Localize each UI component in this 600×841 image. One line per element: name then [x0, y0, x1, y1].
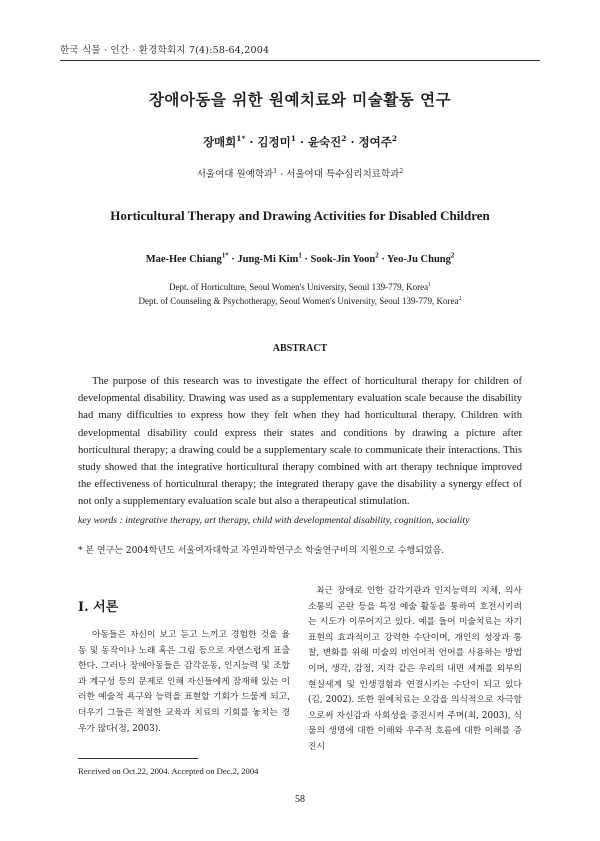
author-en-3-sup: 2	[375, 252, 379, 260]
affiliation-ko-1: 서울여대 원예학과	[196, 169, 274, 180]
author-separator: ·	[245, 135, 258, 149]
header-rule	[60, 60, 540, 61]
author-ko-4: 정여주	[358, 135, 392, 149]
affiliation-en-1-text: Dept. of Horticulture, Seoul Women's University, Seoul 139-779, Korea	[168, 282, 429, 292]
author-ko-2-sup: 1	[290, 134, 296, 144]
affiliation-ko-1-sup: 1	[273, 167, 278, 175]
affiliation-en-1-sup: 1	[428, 282, 432, 288]
affiliation-ko-2-sup: 2	[399, 167, 404, 175]
intro-paragraph-right: 최근 장애로 인한 감각기관과 인지능력의 지체, 의사소통의 곤란 등을 특정 예술 활동을 통하여 호전시키려는 시도가 이루어지고 있다. 예를 들어 미술치료는 자기표현의 효과적이고 강력한 수단이며, 개인의 성장과 통찰, 변화를 위해 미술의 비언어적 언어를 사용하는 방법이며, 생각, 감정, 지각 같은 우리의 내면 세계를 외부의 현실세계 및 인생경험과 연결시키는 수단이 되고 있다(김, 2002). 또한 원예치료는 오감을 의식적으로 자극함으로써 자신감과 사회성을 증진시켜 주며(최, 2003), 식물의 생명에 대한 이해와 우주적 흐름에 대한 이해를 증진시	[308, 586, 522, 752]
affiliation-ko-2: · 서울여대 특수심리치료학과	[277, 169, 400, 180]
authors-korean	[0, 134, 600, 150]
author-en-2: Jung-Mi Kim	[237, 254, 299, 265]
author-en-2-sup: 1	[298, 252, 302, 260]
author-ko-3: 윤숙진	[307, 135, 342, 149]
author-separator: ·	[378, 254, 387, 265]
funding-note: * 본 연구는 2004학년도 서울여자대학교 자연과학연구소 학술연구비의 지원으로 수행되었음.	[78, 546, 445, 556]
author-separator: ·	[228, 254, 238, 265]
author-separator: ·	[295, 135, 308, 149]
affiliation-korean	[0, 166, 600, 180]
affiliation-en-2-text: Dept. of Counseling & Psychotherapy, Seoul Women's University, Seoul 139-779, Korea	[138, 296, 459, 306]
author-en-1: Mae-Hee Chiang	[145, 254, 222, 265]
abstract-body: The purpose of this research was to investigate the effect of horticultural therapy for children of developmental disability. Drawing was used as a supplementary evaluation scale because the disability had many difficulties to express how they felt when they had horticultural therapy. Children with developmental disability could express their states and conditions by drawing a picture after horticultural therapy; a drawing could be a supplementary scale to communicate their interactions. This study showed that the integrative horticultural therapy combined with art therapy technique improved the effectiveness of horticultural therapy; the integrated therapy gave the disability a synergy effect of not only a supplementary evaluation scale but also a therapeutical stimulation.	[78, 376, 522, 508]
affiliation-english-1	[0, 282, 600, 292]
footnote-rule	[78, 758, 198, 759]
author-separator: ·	[346, 135, 359, 149]
keywords: key words : integrative therapy, art therapy, child with developmental disability, cognition, sociality	[78, 515, 470, 526]
author-ko-3-sup: 2	[341, 134, 347, 144]
section-title-introduction: Ⅰ. 서론	[78, 600, 119, 615]
author-en-1-sup: 1*	[221, 252, 229, 260]
intro-paragraph-left: 아동들은 자신이 보고 듣고 느끼고 경험한 것을 율동 및 동작이나 노래 혹은 그림 등으로 자연스럽게 표출한다. 그러나 장애아동들은 감각운동, 인지능력 및 조합과 계구성 등의 문제로 인해 자신들에게 잠재해 있는 이러한 예술적 욕구와 능력을 표현할 기회가 드물게 되고, 더우기 그들은 적절한 교육과 치료의 기회를 놓치는 경우가 많다(정, 2003).	[78, 630, 290, 734]
author-ko-1-sup: 1*	[236, 134, 246, 144]
authors-english	[0, 254, 600, 265]
author-ko-1: 장매희	[202, 135, 237, 149]
abstract-heading: ABSTRACT	[272, 343, 328, 354]
title-korean: 장애아동을 위한 원예치료와 미술활동 연구	[148, 90, 452, 109]
author-en-3: Sook-Jin Yoon	[310, 254, 376, 265]
author-en-4-sup: 2	[450, 252, 455, 260]
affiliation-english-2	[0, 296, 600, 306]
author-ko-4-sup: 2	[391, 134, 398, 144]
received-date: Received on Oct.22, 2004. Accepted on Dec.2, 2004	[78, 766, 259, 776]
title-english: Horticultural Therapy and Drawing Activities for Disabled Children	[110, 208, 490, 223]
page-number: 58	[295, 794, 305, 805]
journal-header: 한국 식물 · 인간 · 환경학회지 7(4):58-64,2004	[60, 45, 270, 56]
author-ko-2: 김정미	[257, 135, 291, 149]
author-separator: ·	[301, 254, 311, 265]
affiliation-en-2-sup: 2	[458, 296, 462, 302]
author-en-4: Yeo-Ju Chung	[387, 254, 451, 265]
